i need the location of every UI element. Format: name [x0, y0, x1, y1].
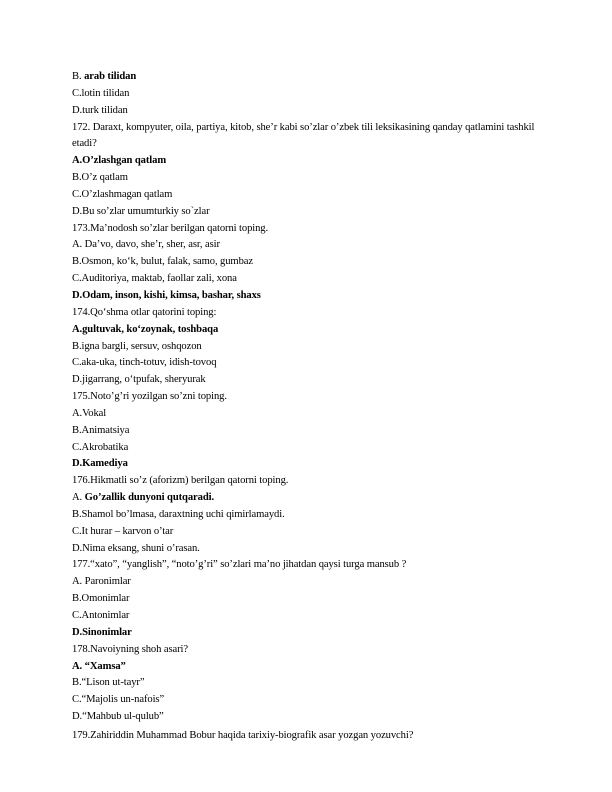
answer-option-d-172: D.Bu so’zlar umumturkiy so`zlar — [72, 205, 210, 217]
answer-option-a-175: A.Vokal — [72, 407, 107, 419]
answer-option-b-177: B.Omonimlar — [72, 593, 130, 605]
answer-option-c-172: C.O’zlashmagan qatlam — [72, 188, 173, 200]
answer-option-a-177: A. Paronimlar — [72, 576, 131, 588]
answer-option-a-174-correct: A.gultuvak, ko‘zoynak, toshbaqa — [72, 323, 219, 335]
answer-option-c-171: C.lotin tilidan — [72, 87, 130, 99]
answer-option-b-171 — [72, 69, 552, 86]
answer-option-b-175: B.Animatsiya — [72, 424, 130, 436]
question-177: 177.“xato”, “yanglish”, “noto’g’ri” so’zlari ma’no jihatdan qaysi turga mansub ? — [72, 559, 407, 571]
document-page — [72, 69, 552, 745]
answer-option-b-172: B.O’z qatlam — [72, 172, 128, 184]
answer-option-d-177-correct: D.Sinonimlar — [72, 626, 132, 638]
option-prefix: B. — [72, 71, 85, 82]
answer-option-c-176: C.It hurar – karvon o’tar — [72, 525, 174, 537]
answer-option-d-174: D.jigarrang, o‘tpufak, sheryurak — [72, 374, 206, 386]
answer-option-a-173: A. Da’vo, davo, she’r, sher, asr, asir — [72, 239, 220, 251]
question-176: 176.Hikmatli so’z (aforizm) berilgan qatorni toping. — [72, 475, 289, 487]
answer-option-c-174: C.aka-uka, tinch-totuv, idish-tovoq — [72, 357, 217, 369]
correct-answer-text: Go’zallik dunyoni qutqaradi. — [84, 492, 215, 504]
answer-option-d-176: D.Nima eksang, shuni o’rasan. — [72, 542, 200, 554]
answer-option-b-173: B.Osmon, ko‘k, bulut, falak, samo, gumbaz — [72, 256, 253, 268]
answer-option-b-176: B.Shamol bo’lmasa, daraxtning uchi qimirlamaydi. — [72, 508, 285, 520]
question-172: 172. Daraxt, kompyuter, oila, partiya, kitob, she’r kabi so’zlar o’zbek tili leksikasining qanday qatlamini tashkil etadi? — [72, 121, 535, 150]
question-175: 175.Noto’g’ri yozilgan so’zni toping. — [72, 391, 227, 403]
answer-option-a-176 — [72, 490, 552, 507]
correct-answer-text: arab tilidan — [84, 71, 137, 82]
question-178: 178.Navoiyning shoh asari? — [72, 643, 188, 655]
answer-option-c-175: C.Akrobatika — [72, 441, 129, 453]
answer-option-d-178: D.“Mahbub ul-qulub” — [72, 711, 164, 723]
answer-option-a-178-correct: A. “Xamsa” — [72, 660, 126, 672]
answer-option-c-178: C.“Majolis un-nafois” — [72, 694, 165, 706]
question-173: 173.Ma’nodosh so’zlar berilgan qatorni toping. — [72, 222, 269, 234]
question-179: 179.Zahiriddin Muhammad Bobur haqida tarixiy-biografik asar yozgan yozuvchi? — [72, 729, 414, 741]
answer-option-c-177: C.Antonimlar — [72, 610, 130, 621]
question-174: 174.Qo‘shma otlar qatorini toping: — [72, 306, 217, 318]
answer-option-d-173-correct: D.Odam, inson, kishi, kimsa, bashar, shaxs — [72, 289, 261, 301]
answer-option-b-178: B.“Lison ut-tayr” — [72, 677, 145, 689]
answer-option-a-172-correct: A.O’zlashgan qatlam — [72, 155, 167, 167]
option-prefix: A. — [72, 492, 85, 504]
answer-option-d-175-correct: D.Kamediya — [72, 458, 128, 470]
answer-option-b-174: B.igna bargli, sersuv, oshqozon — [72, 340, 202, 352]
answer-option-c-173: C.Auditoriya, maktab, faollar zali, xona — [72, 273, 237, 285]
answer-option-d-171: D.turk tilidan — [72, 104, 128, 116]
